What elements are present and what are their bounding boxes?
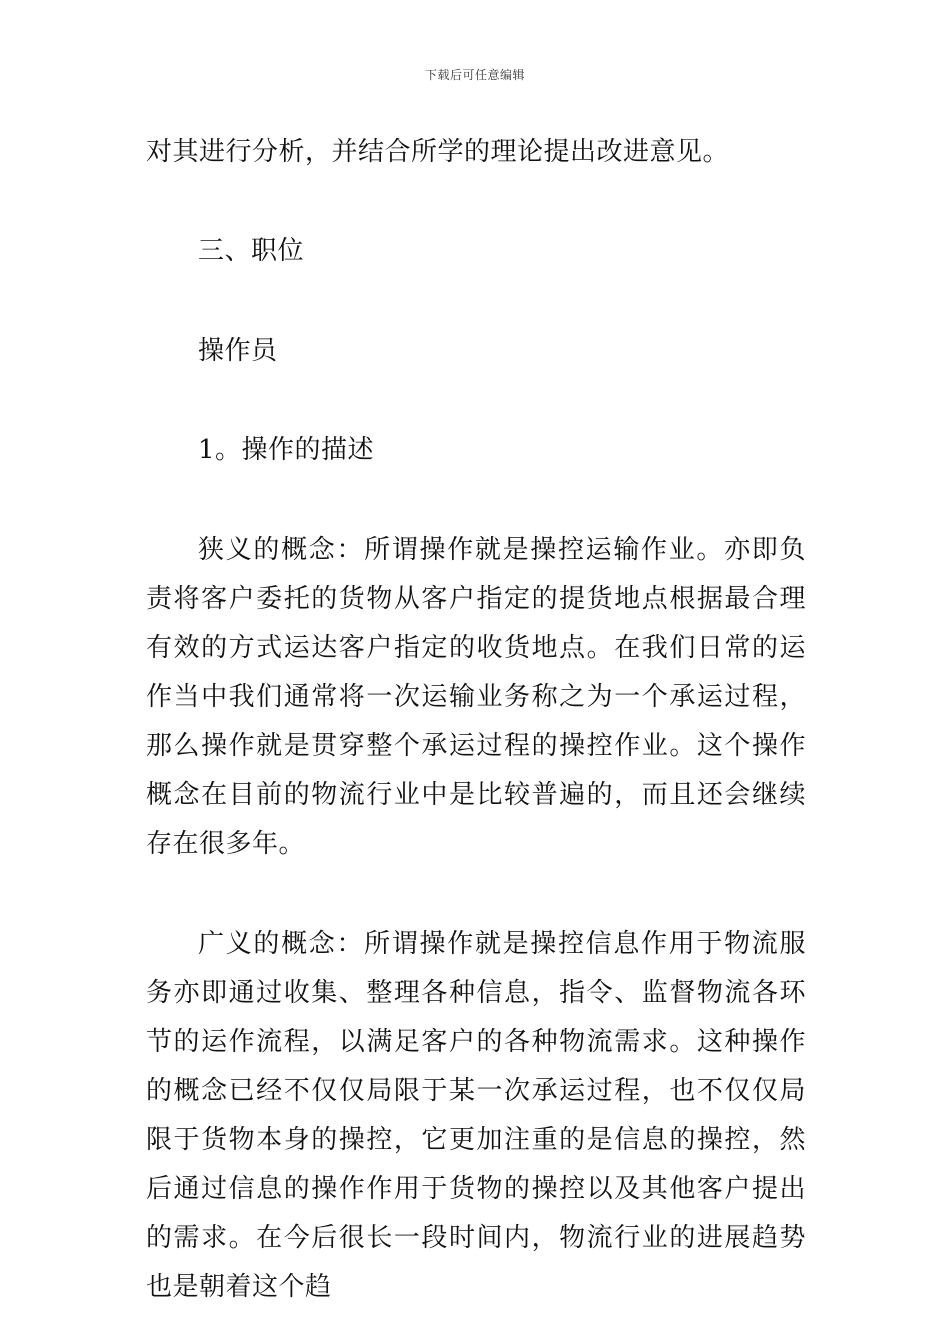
subheading-operator: 操作员 <box>198 336 278 366</box>
paragraph-broad-concept: 广义的概念：所谓操作就是操控信息作用于物流服务亦即通过收集、整理各种信息，指令、监督物流各环节的运作流程，以满足客户的各种物流需求。这种操作的概念已经不仅仅局限于某一次承运过程，也不仅仅局限于货物本身的操控，它更加注重的是信息的操控，然后通过信息的操作作用于货物的操控以及其他客户提出的需求。在今后很长一段时间内，物流行业的进展趋势也是朝着这个趋 <box>146 929 806 1302</box>
section-heading-position: 三、职位 <box>198 236 305 266</box>
subheading-operation-description: 1。操作的描述 <box>198 435 375 465</box>
page-header: 下载后可任意编辑 <box>424 68 525 82</box>
document-body <box>146 128 806 1312</box>
paragraph-narrow-concept: 狭义的概念：所谓操作就是操控运输作业。亦即负责将客户委托的货物从客户指定的提货地点根据最合理有效的方式运达客户指定的收货地点。在我们日常的运作当中我们通常将一次运输业务称之为一个承运过程，那么操作就是贯穿整个承运过程的操控作业。这个操作概念在目前的物流行业中是比较普遍的，而且还会继续存在很多年。 <box>146 535 806 859</box>
paragraph-continuation: 对其进行分析，并结合所学的理论提出改进意见。 <box>146 137 730 167</box>
